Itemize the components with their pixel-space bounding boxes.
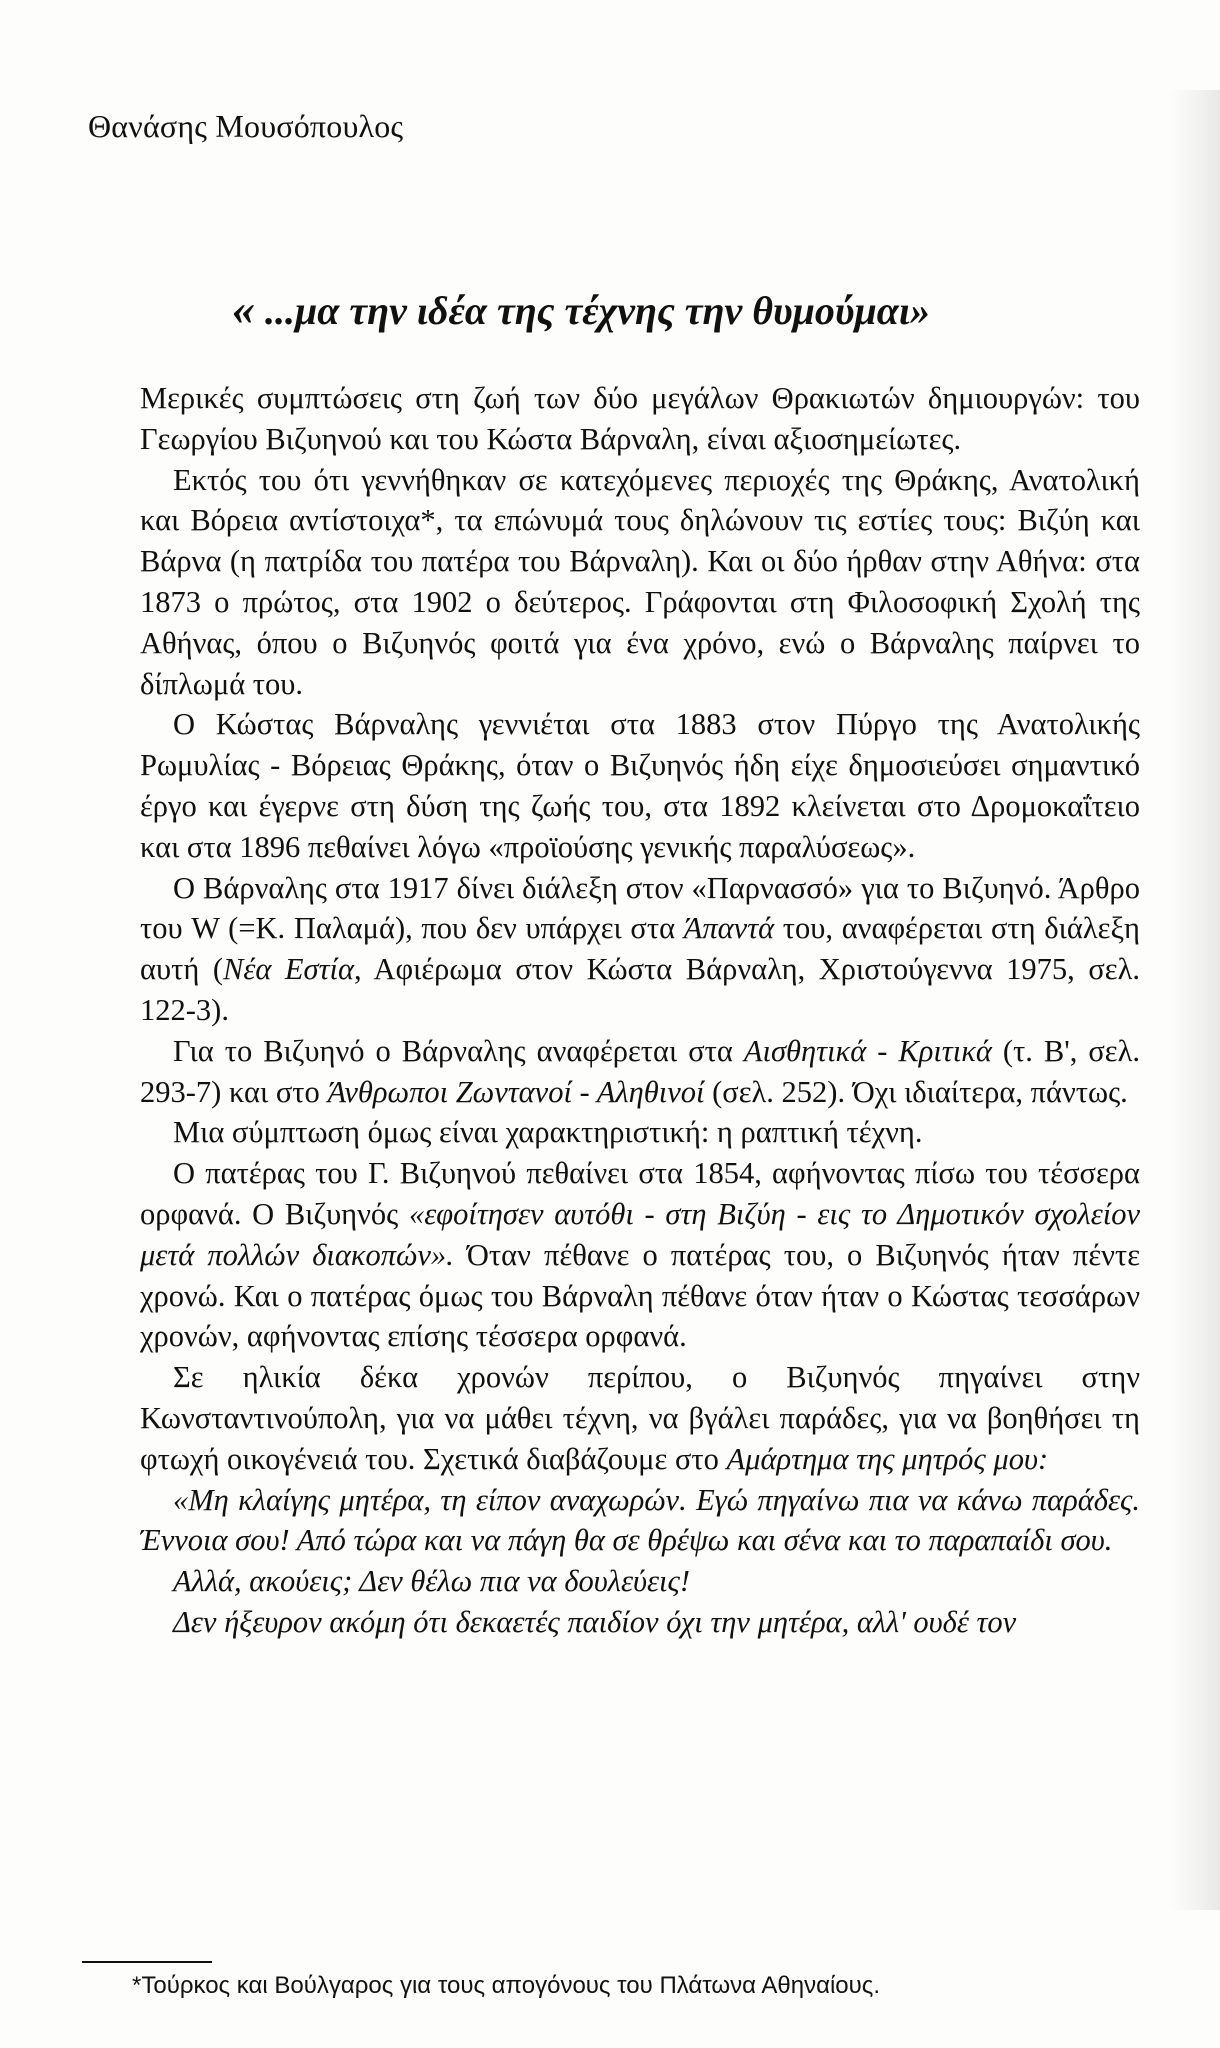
paragraph-text: (σελ. 252). Όχι ιδιαίτερα, πάντως. (704, 1074, 1128, 1109)
paragraph-text: , Αφιέρωμα στον Κώστα Βάρναλη, Χριστούγεννα 1975, σελ. 122-3). (140, 952, 1140, 1027)
paragraph: Εκτός του ότι γεννήθηκαν σε κατεχόμενες περιοχές της Θράκης, Ανατολική και Βόρεια αντίστοιχα*, τα επώνυμά τους δηλώνουν τις εστίες τους: Βιζύη και Βάρνα (η πατρίδα του πατέρα του Βάρναλη). Και οι δύο ήρθαν στην Αθήνα: στα 1873 ο πρώτος, στα 1902 ο δεύτερος. Γράφονται στη Φιλοσοφική Σχολή της Αθήνας, όπου ο Βιζυηνός φοιτά για ένα χρόνο, ενώ ο Βάρναλης παίρνει το δίπλωμά του. (140, 462, 1140, 701)
article-body (140, 378, 1140, 1643)
italic-title: Νέα Εστία (223, 952, 354, 987)
italic-quote: «εφοίτησεν αυτόθι - στη Βιζύη - εις το Δημοτικόν σχολείον μετά πολλών διακοπών». (140, 1196, 1141, 1272)
paragraph-text: Σε ηλικία δέκα χρονών περίπου, ο Βιζυηνός πηγαίνει στην Κωνσταντινούπολη, για να μάθει τέχνη, να βγάλει παράδες, για να βοηθήσει τη φτωχή οικογένειά του. Σχετικά διαβάζουμε στο (140, 1360, 1140, 1476)
paragraph: Μια σύμπτωση όμως είναι χαρακτηριστική: η ραπτική τέχνη. (173, 1115, 923, 1150)
facing-page-shadow (1170, 90, 1220, 1910)
article-title (232, 282, 930, 335)
paragraph (140, 1357, 1140, 1479)
author-name: Θανάσης Μουσόπουλος (88, 108, 404, 144)
paragraph-text: του, αναφέρεται στη διάλεξη αυτή ( (140, 911, 1141, 987)
italic-title: Άνθρωποι Ζωντανοί - Αληθινοί (327, 1074, 705, 1109)
paragraph-text: (τ. Β', σελ. 293-7) και στο (140, 1033, 1140, 1109)
footnote: *Τούρκος και Βούλγαρος για τους απογόνους του Πλάτωνα Αθηναίους. (132, 1972, 881, 1999)
quoted-paragraph: Δεν ήξευρον ακόμη ότι δεκαετές παιδίον όχι την μητέρα, αλλ' ουδέ τον (173, 1604, 1017, 1639)
paragraph-text: Όταν πέθανε ο πατέρας του, ο Βιζυηνός ήταν πέντε χρονώ. Και ο πατέρας όμως του Βάρναλη πέθανε όταν ήταν ο Κώστας τεσσάρων χρονών, αφήνοντας επίσης τέσσερα ορφανά. (140, 1237, 1140, 1354)
italic-title: Αμάρτημα της μητρός μου: (726, 1441, 1049, 1476)
paragraph: Ο Κώστας Βάρναλης γεννιέται στα 1883 στον Πύργο της Ανατολικής Ρωμυλίας - Βόρειας Θράκης, όταν ο Βιζυηνός ήδη είχε δημοσιεύσει σημαντικό έργο και έγερνε στη δύση της ζωής του, στα 1892 κλείνεται στο Δρομοκαΐτειο και στα 1896 πεθαίνει λόγω «προϊούσης γενικής παραλύσεως». (140, 707, 1140, 864)
title-text: ...μα την ιδέα της τέχνης την θυμούμαι» (265, 288, 930, 333)
quoted-paragraph: Αλλά, ακούεις; Δεν θέλω πια να δουλεύεις! (173, 1564, 690, 1599)
paragraph (140, 1153, 1140, 1357)
paragraph-text: Για το Βιζυηνό ο Βάρναλης αναφέρεται στα (173, 1033, 744, 1068)
paragraph (140, 1031, 1140, 1113)
paragraph: Μερικές συμπτώσεις στη ζωή των δύο μεγάλων Θρακιωτών δημιουργών: του Γεωργίου Βιζυηνού και του Κώστα Βάρναλη, είναι αξιοσημείωτες. (140, 381, 1140, 456)
paragraph-text: Ο πατέρας του Γ. Βιζυηνού πεθαίνει στα 1854, αφήνοντας πίσω του τέσσερα ορφανά. Ο Βιζυηνός (140, 1156, 1140, 1231)
title-open-quote: « (232, 283, 255, 334)
paragraph (140, 868, 1140, 1031)
italic-title: Άπαντά (683, 911, 775, 946)
italic-title: Αισθητικά - Κριτικά (743, 1033, 992, 1068)
quoted-paragraph: «Μη κλαίγης μητέρα, τη είπον αναχωρών. Εγώ πηγαίνω πια να κάνω παράδες. Έννοια σου! Από τώρα και να πάγη θα σε θρέψω και σένα και το παραπαίδι σου. (140, 1482, 1140, 1558)
paragraph-text: Ο Βάρναλης στα 1917 δίνει διάλεξη στον «Παρνασσό» για το Βιζυηνό. Άρθρο του W (=Κ. Παλαμά), που δεν υπάρχει στα (140, 870, 1140, 946)
footnote-divider (82, 1961, 212, 1963)
